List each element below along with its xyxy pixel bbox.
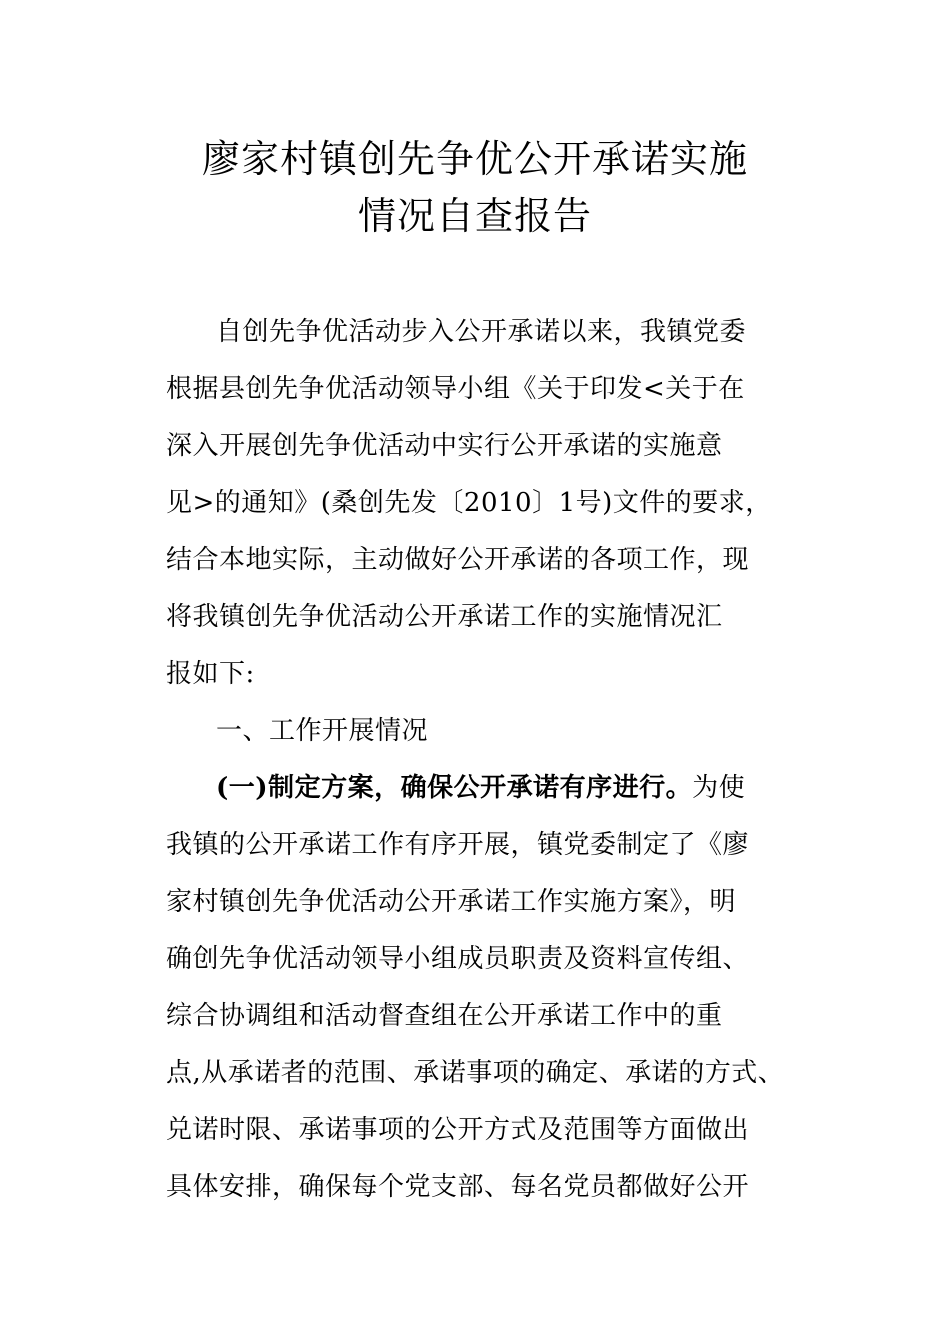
document-title-line-1: 廖家村镇创先争优公开承诺实施 — [201, 137, 748, 181]
paragraph-line: 见>的通知》(桑创先发〔2010〕1号)文件的要求， — [166, 488, 772, 518]
paragraph-line: 将我镇创先争优活动公开承诺工作的实施情况汇 — [166, 602, 723, 632]
subsection-text: 为使 — [692, 773, 746, 803]
paragraph-line: 自创先争优活动步入公开承诺以来，我镇党委 — [216, 317, 747, 347]
paragraph-line: 点,从承诺者的范围、承诺事项的确定、承诺的方式、 — [166, 1058, 785, 1088]
paragraph-line: 确创先争优活动领导小组成员职责及资料宣传组、 — [166, 944, 750, 974]
paragraph-line: 报如下: — [166, 659, 255, 689]
paragraph-line: 综合协调组和活动督查组在公开承诺工作中的重 — [166, 1001, 723, 1031]
paragraph-line: 深入开展创先争优活动中实行公开承诺的实施意 — [166, 431, 723, 461]
document-title-line-2: 情况自查报告 — [357, 194, 592, 238]
section-heading: 一、工作开展情况 — [216, 716, 429, 746]
paragraph-line: 根据县创先争优活动领导小组《关于印发<关于在 — [166, 374, 745, 404]
paragraph-line: 结合本地实际，主动做好公开承诺的各项工作，现 — [166, 545, 750, 575]
paragraph-line: 兑诺时限、承诺事项的公开方式及范围等方面做出 — [166, 1115, 750, 1145]
paragraph-line: 具体安排，确保每个党支部、每名党员都做好公开 — [166, 1172, 750, 1202]
subsection-line — [216, 771, 745, 805]
paragraph-line: 家村镇创先争优活动公开承诺工作实施方案》，明 — [166, 887, 737, 917]
paragraph-line: 我镇的公开承诺工作有序开展，镇党委制定了《廖 — [166, 830, 750, 860]
subsection-heading: (一)制定方案，确保公开承诺有序进行。 — [216, 773, 693, 803]
